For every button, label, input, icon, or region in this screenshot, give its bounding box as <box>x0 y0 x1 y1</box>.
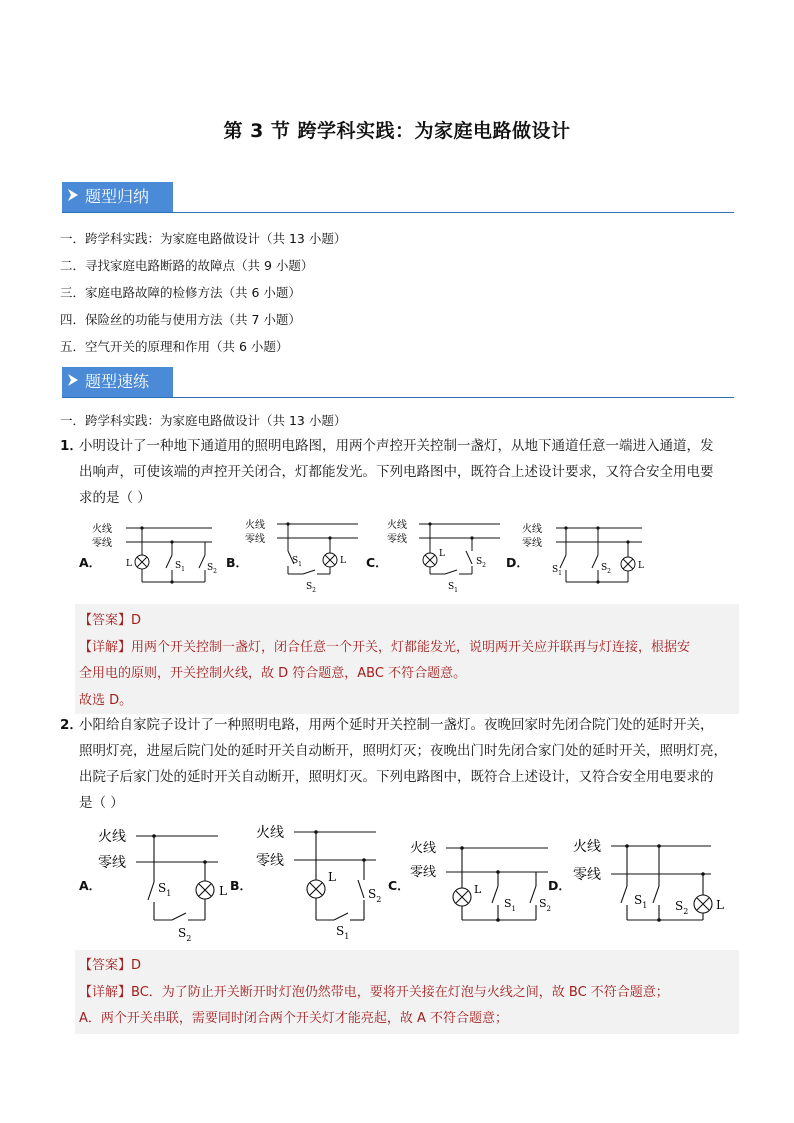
option-d-label[interactable]: D． <box>506 555 529 570</box>
question-line: 照明灯亮，进屋后院门处的延时开关自动断开，照明灯灭；夜晚出门时先闭合家门处的延时开关，照明灯亮， <box>79 743 727 759</box>
svg-text:火线: 火线 <box>98 829 126 845</box>
svg-text:S2: $S_2$ <box>539 897 552 913</box>
svg-text:L: L <box>638 561 644 571</box>
svg-text:火线: 火线 <box>387 520 407 531</box>
option-c-label[interactable]: C． <box>388 878 410 893</box>
svg-text:S2: $S_2$ <box>306 582 316 594</box>
banner-label-box <box>62 182 173 212</box>
svg-text:L: L <box>439 549 445 559</box>
question-line: 求的是（ ） <box>79 490 151 506</box>
question-line: 是（ ） <box>79 795 124 811</box>
svg-text:S2: $S_2$ <box>476 557 486 569</box>
arrow-icon <box>66 367 80 397</box>
question-2-text <box>79 712 727 816</box>
neutral-wire-label: 零线 <box>92 538 112 549</box>
svg-text:火线: 火线 <box>245 520 265 531</box>
svg-text:零线: 零线 <box>410 865 437 880</box>
question-line: 出响声，可使该端的声控开关闭合，灯都能发光。下列电路图中，既符合上述设计要求，又符合安全用电要 <box>79 464 714 480</box>
circuit-q1-c <box>385 516 510 601</box>
question-line: 出院子后家门处的延时开关自动断开，照明灯灭。下列电路图中，既符合上述设计，又符合安全用电要求的 <box>79 769 714 785</box>
svg-text:S1: $S_1$ <box>634 893 648 910</box>
svg-text:S1: $S_1$ <box>552 565 562 577</box>
circuit-q2-d <box>571 834 731 934</box>
circuit-q1-a <box>90 520 220 600</box>
svg-text:S1: $S_1$ <box>504 897 517 913</box>
section-banner-summary <box>62 182 734 213</box>
explanation-line: 【详解】BC．为了防止开关断开时灯泡仍然带电，要将开关接在灯泡与火线之间，故 BC 不符合题意； <box>79 985 669 1000</box>
answer-label: 【答案】D <box>79 613 142 628</box>
svg-text:零线: 零线 <box>245 534 265 545</box>
svg-text:S1: $S_1$ <box>336 924 350 941</box>
svg-text:零线: 零线 <box>573 867 601 883</box>
option-a-label[interactable]: A． <box>79 555 102 570</box>
svg-text:S2: $S_2$ <box>675 899 689 916</box>
circuit-q1-d <box>520 520 650 600</box>
circuit-q2-c <box>408 836 556 931</box>
option-a-label[interactable]: A． <box>79 878 102 893</box>
svg-text:零线: 零线 <box>98 855 126 871</box>
svg-text:零线: 零线 <box>387 534 407 545</box>
svg-text:火线: 火线 <box>256 825 284 841</box>
svg-text:L: L <box>474 883 482 896</box>
circuit-q2-a <box>96 822 241 942</box>
svg-text:S1: $S_1$ <box>292 556 302 568</box>
arrow-icon <box>66 182 80 212</box>
explanation-line: A．两个开关串联，需要同时闭合两个开关灯才能亮起，故 A 不符合题意； <box>79 1011 509 1026</box>
banner-title: 题型归纳 <box>85 187 150 206</box>
svg-text:S2: $S_2$ <box>601 563 611 575</box>
explanation-line: 【详解】用两个开关控制一盏灯，闭合任意一个开关，灯都能发光，说明两开关应并联再与灯连接，根据安 <box>79 640 691 655</box>
svg-text:S2: $S_2$ <box>178 926 192 942</box>
circuit-q2-b <box>254 818 399 943</box>
question-number: 2． <box>60 717 83 733</box>
svg-text:S1: $S_1$ <box>158 881 172 898</box>
explanation-line: 全用电的原则，开关控制火线，故 D 符合题意，ABC 不符合题意。 <box>79 666 467 681</box>
toc-item-3[interactable]: 三．家庭电路故障的检修方法（共 6 小题） <box>60 285 301 300</box>
option-c-label[interactable]: C． <box>366 555 388 570</box>
section-heading: 一．跨学科实践：为家庭电路做设计（共 13 小题） <box>60 413 347 428</box>
page-title: 第 3 节 跨学科实践：为家庭电路做设计 <box>223 120 571 142</box>
question-1-text <box>79 433 714 511</box>
svg-text:零线: 零线 <box>256 853 284 869</box>
svg-text:L: L <box>219 884 227 898</box>
svg-text:火线: 火线 <box>573 839 601 855</box>
svg-text:S1: $S_1$ <box>175 561 185 573</box>
toc-item-5[interactable]: 五．空气开关的原理和作用（共 6 小题） <box>60 339 289 354</box>
svg-text:零线: 零线 <box>522 538 542 549</box>
svg-text:L: L <box>328 870 336 884</box>
question-line: 小阳给自家院子设计了一种照明电路，用两个延时开关控制一盏灯。夜晚回家时先闭合院门处的延时开关， <box>79 717 714 733</box>
explanation-line: 故选 D。 <box>79 693 133 708</box>
banner-label-box <box>62 367 173 397</box>
live-wire-label: 火线 <box>92 524 112 535</box>
option-b-label[interactable]: B． <box>226 555 249 570</box>
question-number: 1． <box>60 438 83 454</box>
section-banner-practice <box>62 367 734 398</box>
question-line: 小明设计了一种地下通道用的照明电路图，用两个声控开关控制一盏灯，从地下通道任意一端进入通道，发 <box>79 438 714 454</box>
toc-item-1[interactable]: 一．跨学科实践：为家庭电路做设计（共 13 小题） <box>60 231 347 246</box>
svg-text:火线: 火线 <box>410 841 437 856</box>
svg-text:火线: 火线 <box>522 524 542 535</box>
answer-label: 【答案】D <box>79 958 142 973</box>
lamp-label: L <box>126 559 132 569</box>
toc-item-4[interactable]: 四．保险丝的功能与使用方法（共 7 小题） <box>60 312 301 327</box>
svg-text:L: L <box>716 898 724 912</box>
option-b-label[interactable]: B． <box>230 878 253 893</box>
option-d-label[interactable]: D． <box>548 878 571 893</box>
toc-item-2[interactable]: 二．寻找家庭电路断路的故障点（共 9 小题） <box>60 258 314 273</box>
svg-text:L: L <box>340 556 346 566</box>
circuit-q1-b <box>243 516 368 601</box>
svg-text:S2: $S_2$ <box>207 563 217 575</box>
answer-box-q1 <box>75 604 739 714</box>
svg-text:S1: $S_1$ <box>448 582 458 594</box>
banner-title: 题型速练 <box>85 372 150 391</box>
svg-text:S2: $S_2$ <box>368 887 382 904</box>
